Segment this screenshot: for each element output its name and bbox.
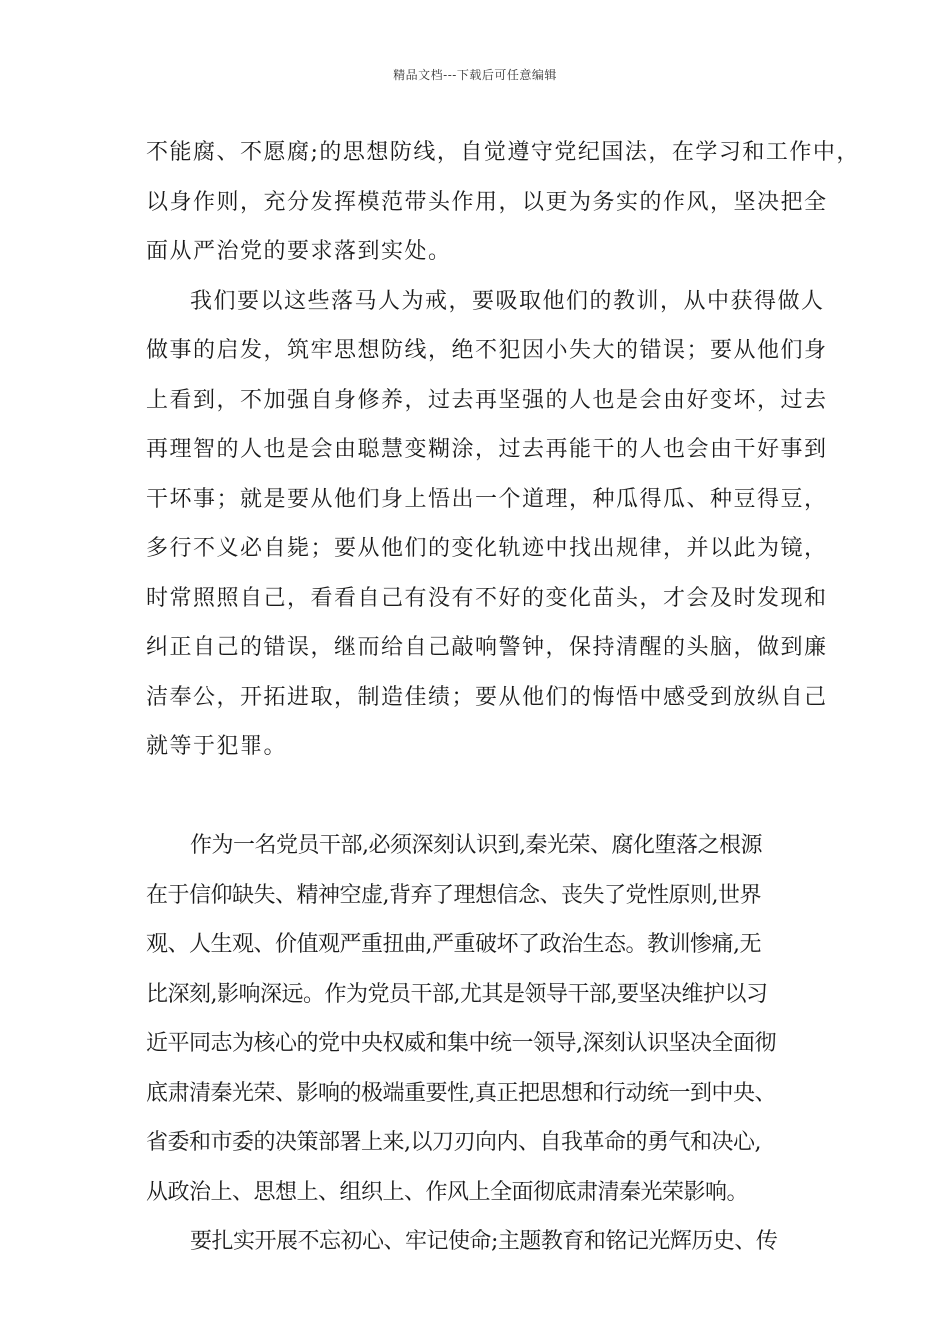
paragraph-4 [146, 1217, 816, 1267]
text-line: 上看到，不加强自身修养，过去再坚强的人也是会由好变坏，过去 [146, 387, 828, 413]
text-line: 不能腐、不愿腐;的思想防线，自觉遵守党纪国法，在学习和工作中， [146, 140, 860, 165]
text-line: 纠正自己的错误，继而给自己敲响警钟，保持清醒的头脑，做到廉 [146, 635, 828, 660]
text-line: 做事的启发，筑牢思想防线，绝不犯因小失大的错误；要从他们身 [146, 338, 828, 363]
page-header: 精品文档---下载后可任意编辑 [393, 68, 557, 82]
text-line: 省委和市委的决策部署上来,以刀刃向内、自我革命的勇气和决心, [146, 1130, 761, 1155]
text-line: 底肃清秦光荣、影响的极端重要性,真正把思想和行动统一到中央、 [146, 1080, 776, 1106]
paragraph-2 [146, 277, 828, 822]
document-body [146, 128, 860, 1267]
text-line: 洁奉公，开拓进取，制造佳绩；要从他们的悔悟中感受到放纵自己 [146, 684, 828, 710]
text-line: 多行不义必自毙；要从他们的变化轨迹中找出规律，并以此为镜， [146, 536, 828, 561]
text-line: 作为一名党员干部,必须深刻认识到,秦光荣、腐化堕落之根源 [190, 833, 762, 858]
text-line [146, 772, 816, 822]
text-line: 就等于犯罪。 [146, 734, 288, 759]
text-line: 时常照照自己，看看自己有没有不好的变化苗头，才会及时发现和 [146, 585, 828, 611]
text-line: 干坏事；就是要从他们身上悟出一个道理，种瓜得瓜、种豆得豆， [146, 486, 828, 512]
text-line: 从政治上、思想上、组织上、作风上全面彻底肃清秦光荣影响。 [146, 1179, 749, 1205]
text-line: 以身作则，充分发挥模范带头作用，以更为务实的作风，坚决把全 [146, 189, 828, 215]
text-line: 要扎实开展不忘初心、牢记使命;主题教育和铭记光辉历史、传 [190, 1229, 778, 1254]
text-line: 比深刻,影响深远。作为党员干部,尤其是领导干部,要坚决维护以习 [146, 981, 768, 1007]
text-line: 我们要以这些落马人为戒，要吸取他们的教训，从中获得做人 [190, 288, 825, 314]
text-line: 在于信仰缺失、精神空虚,背弃了理想信念、丧失了党性原则,世界 [146, 882, 761, 908]
text-line: 面从严治党的要求落到实处。 [146, 239, 452, 264]
paragraph-3 [146, 821, 816, 1217]
text-line: 近平同志为核心的党中央权威和集中统一领导,深刻认识坚决全面彻 [146, 1031, 776, 1056]
text-line: 观、人生观、价值观严重扭曲,严重破坏了政治生态。教训惨痛,无 [146, 932, 761, 957]
paragraph-1 [146, 128, 860, 277]
text-line: 再理智的人也是会由聪慧变糊涂，过去再能干的人也会由干好事到 [146, 437, 828, 462]
